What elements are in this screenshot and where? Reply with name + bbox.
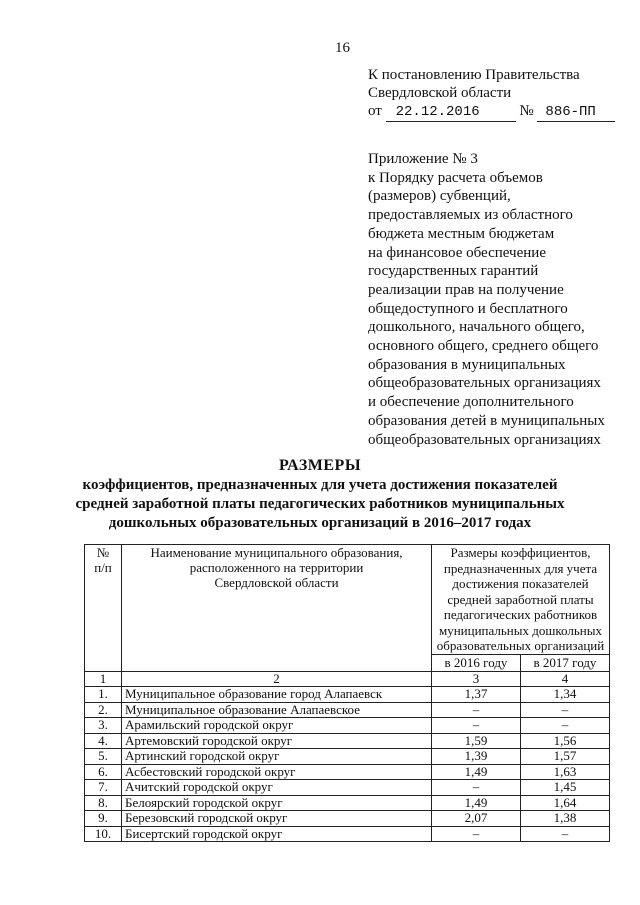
appendix-line: образования в муниципальных bbox=[368, 356, 566, 373]
table-row bbox=[85, 826, 610, 842]
municipality-name: Муниципальное образование Алапаевское bbox=[122, 702, 432, 718]
coef-2017: 1,64 bbox=[521, 795, 610, 811]
table-row bbox=[85, 733, 610, 749]
header-coefficients: Размеры коэффициентов, предназначенных для учета достижения показателей средней заработной платы педагогических работников муниципальных дошкольных образовательных организаций bbox=[432, 545, 610, 655]
header-municipality: Наименование муниципального образования, расположенного на территории Свердловской области bbox=[122, 545, 432, 672]
coef-2016: – bbox=[432, 702, 521, 718]
municipality-name: Березовский городской округ bbox=[122, 811, 432, 827]
index-cell: 1 bbox=[85, 671, 122, 687]
municipality-name: Артинский городской округ bbox=[122, 749, 432, 765]
row-number: 9. bbox=[85, 811, 122, 827]
row-number: 3. bbox=[85, 718, 122, 734]
coef-2016: 1,49 bbox=[432, 795, 521, 811]
appendix-line: бюджета местным бюджетам bbox=[368, 225, 555, 242]
appendix-line: к Порядку расчета объемов bbox=[368, 169, 543, 186]
municipality-name: Арамильский городской округ bbox=[122, 718, 432, 734]
coef-2017: 1,34 bbox=[521, 687, 610, 703]
coef-2016: 1,39 bbox=[432, 749, 521, 765]
municipality-name: Белоярский городской округ bbox=[122, 795, 432, 811]
municipality-name: Асбестовский городской округ bbox=[122, 764, 432, 780]
coef-2016: 1,49 bbox=[432, 764, 521, 780]
coefficients-table bbox=[84, 544, 610, 842]
coef-2016: – bbox=[432, 718, 521, 734]
index-cell: 4 bbox=[521, 671, 610, 687]
decree-number-label: № bbox=[519, 103, 534, 119]
table-row bbox=[85, 811, 610, 827]
municipality-name: Муниципальное образование город Алапаевск bbox=[122, 687, 432, 703]
coef-2017: 1,38 bbox=[521, 811, 610, 827]
coef-2017: – bbox=[521, 702, 610, 718]
appendix-line: общеобразовательных организациях bbox=[368, 431, 601, 448]
table-row bbox=[85, 795, 610, 811]
table-row bbox=[85, 702, 610, 718]
table-row bbox=[85, 687, 610, 703]
header-number: № п/п bbox=[85, 545, 122, 672]
coef-2016: – bbox=[432, 826, 521, 842]
appendix-line: реализации прав на получение bbox=[368, 281, 564, 298]
row-number: 8. bbox=[85, 795, 122, 811]
row-number: 10. bbox=[85, 826, 122, 842]
heading-line: дошкольных образовательных организаций в 2016–2017 годах bbox=[108, 515, 532, 531]
row-number: 2. bbox=[85, 702, 122, 718]
decree-line-1: К постановлению Правительства bbox=[368, 67, 580, 83]
appendix-block bbox=[368, 150, 605, 449]
appendix-line: основного общего, среднего общего bbox=[368, 338, 599, 355]
row-number: 6. bbox=[85, 764, 122, 780]
row-number: 5. bbox=[85, 749, 122, 765]
table-row bbox=[85, 718, 610, 734]
appendix-line: общеобразовательных организациях bbox=[368, 375, 601, 392]
coef-2017: 1,45 bbox=[521, 780, 610, 796]
appendix-line: образования детей в муниципальных bbox=[368, 412, 605, 429]
page-number: 16 bbox=[335, 40, 350, 56]
table-row bbox=[85, 749, 610, 765]
coef-2016: 1,37 bbox=[432, 687, 521, 703]
decree-number: 886-ПП bbox=[537, 103, 615, 122]
municipality-name: Артемовский городской округ bbox=[122, 733, 432, 749]
decree-date: 22.12.2016 bbox=[386, 103, 516, 122]
document-heading bbox=[0, 456, 640, 533]
row-number: 7. bbox=[85, 780, 122, 796]
heading-line: коэффициентов, предназначенных для учета достижения показателей bbox=[82, 477, 558, 493]
appendix-line: и обеспечение дополнительного bbox=[368, 394, 574, 411]
decree-from-label: от bbox=[368, 103, 382, 119]
header-year-2016: в 2016 году bbox=[432, 654, 521, 671]
decree-date-line bbox=[368, 102, 615, 122]
table-row bbox=[85, 764, 610, 780]
appendix-line: общедоступного и бесплатного bbox=[368, 300, 568, 317]
index-cell: 2 bbox=[122, 671, 432, 687]
table-row bbox=[85, 780, 610, 796]
decree-reference bbox=[368, 66, 615, 122]
coef-2016: 1,59 bbox=[432, 733, 521, 749]
coef-2017: 1,57 bbox=[521, 749, 610, 765]
header-year-2017: в 2017 году bbox=[521, 654, 610, 671]
coef-2017: 1,63 bbox=[521, 764, 610, 780]
appendix-line: (размеров) субвенций, bbox=[368, 188, 511, 205]
coef-2017: – bbox=[521, 718, 610, 734]
decree-line-2: Свердловской области bbox=[368, 85, 512, 101]
heading-title: РАЗМЕРЫ bbox=[278, 457, 362, 474]
appendix-line: государственных гарантий bbox=[368, 263, 539, 280]
appendix-line: Приложение № 3 bbox=[368, 151, 478, 167]
municipality-name: Ачитский городской округ bbox=[122, 780, 432, 796]
coef-2016: 2,07 bbox=[432, 811, 521, 827]
coef-2016: – bbox=[432, 780, 521, 796]
appendix-line: дошкольного, начального общего, bbox=[368, 319, 585, 336]
municipality-name: Бисертский городской округ bbox=[122, 826, 432, 842]
appendix-line: предоставляемых из областного bbox=[368, 207, 573, 224]
row-number: 1. bbox=[85, 687, 122, 703]
row-number: 4. bbox=[85, 733, 122, 749]
coef-2017: – bbox=[521, 826, 610, 842]
column-index-row bbox=[85, 671, 610, 687]
index-cell: 3 bbox=[432, 671, 521, 687]
coef-2017: 1,56 bbox=[521, 733, 610, 749]
heading-line: средней заработной платы педагогических работников муниципальных bbox=[75, 496, 565, 512]
appendix-line: на финансовое обеспечение bbox=[368, 244, 546, 261]
